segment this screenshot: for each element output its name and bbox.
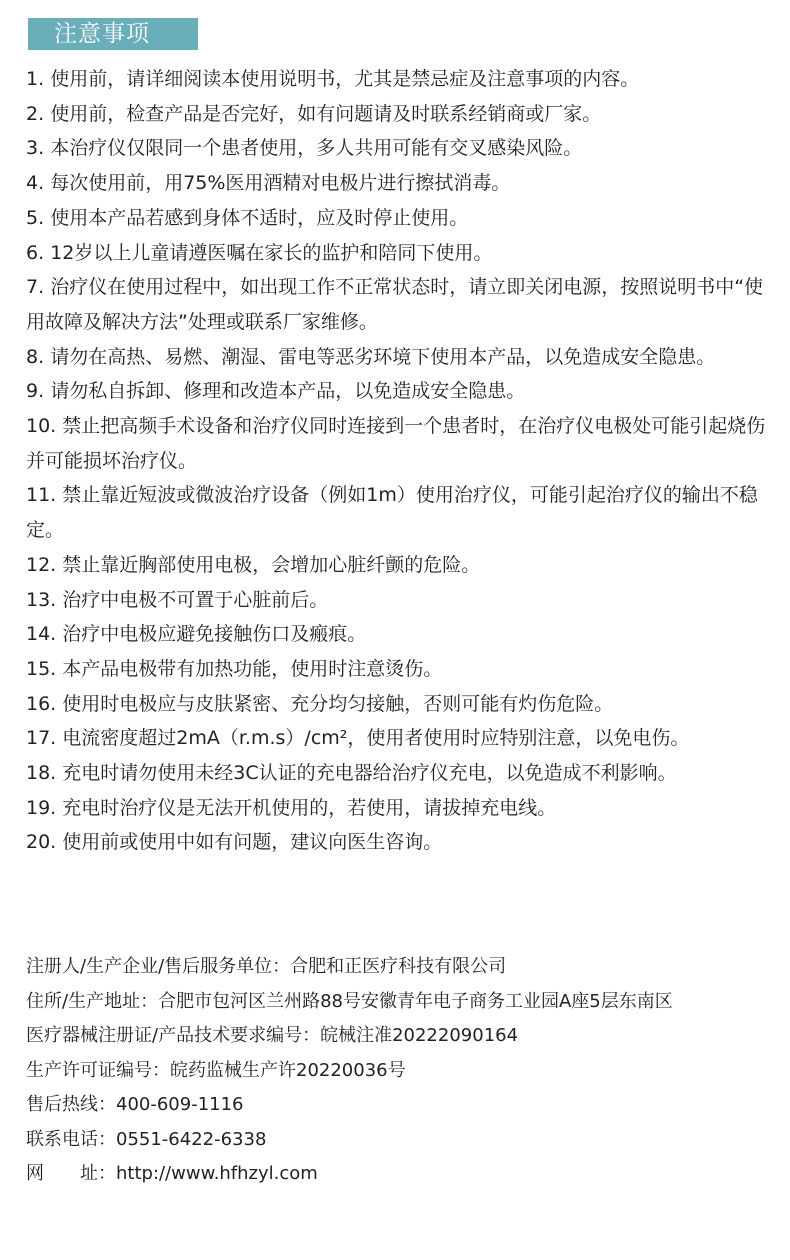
list-item — [26, 340, 778, 375]
registrant-value: 合肥和正医疗科技有限公司 — [290, 956, 507, 977]
item-text: 治疗中电极应避免接触伤口及瘢痕。 — [62, 623, 367, 646]
item-text: 请勿在高热、易燃、潮湿、雷电等恶劣环境下使用本产品，以免造成安全隐患。 — [50, 345, 716, 368]
list-item — [26, 652, 778, 687]
list-item — [26, 756, 778, 791]
item-text: 使用前，检查产品是否完好，如有问题请及时联系经销商或厂家。 — [50, 102, 602, 125]
item-number: 17. — [26, 727, 57, 750]
item-number: 10. — [26, 415, 57, 438]
item-text: 使用时电极应与皮肤紧密、充分均匀接触，否则可能有灼伤危险。 — [62, 692, 614, 715]
item-text: 禁止靠近短波或微波治疗设备（例如1m）使用治疗仪，可能引起治疗仪的输出不稳定。 — [26, 484, 758, 542]
item-number: 15. — [26, 657, 57, 680]
hotline-value: 400-609-1116 — [116, 1094, 244, 1115]
cert-row — [26, 1019, 778, 1054]
list-item — [26, 791, 778, 826]
list-item — [26, 721, 778, 756]
address-value: 合肥市包河区兰州路88号安徽青年电子商务工业园A座5层东南区 — [158, 990, 673, 1012]
website-label: 网 址： — [26, 1163, 116, 1184]
list-item — [26, 270, 778, 339]
item-number: 13. — [26, 588, 57, 611]
item-number: 14. — [26, 623, 57, 646]
item-number: 11. — [26, 484, 57, 507]
item-number: 2. — [26, 102, 45, 125]
item-text: 请勿私自拆卸、修理和改造本产品，以免造成安全隐患。 — [50, 380, 526, 403]
item-text: 使用前，请详细阅读本使用说明书，尤其是禁忌症及注意事项的内容。 — [50, 68, 640, 90]
item-number: 3. — [26, 137, 45, 160]
list-item — [26, 409, 778, 478]
license-row — [26, 1054, 778, 1089]
list-item — [26, 131, 778, 166]
item-text: 治疗中电极不可置于心脏前后。 — [62, 588, 329, 611]
phone-label: 联系电话： — [26, 1128, 116, 1150]
cert-label: 医疗器械注册证/产品技术要求编号： — [26, 1025, 321, 1046]
item-text: 本治疗仪仅限同一个患者使用，多人共用可能有交叉感染风险。 — [50, 137, 583, 160]
item-text: 治疗仪在使用过程中，如出现工作不正常状态时，请立即关闭电源，按照说明书中“使用故障及解决方法”处理或联系厂家维修。 — [26, 276, 764, 333]
item-text: 使用前或使用中如有问题，建议向医生咨询。 — [62, 831, 443, 854]
list-item — [26, 97, 778, 132]
website-row — [26, 1157, 778, 1192]
list-item — [26, 236, 778, 271]
phone-row — [26, 1123, 778, 1158]
license-value: 皖药监械生产许20220036号 — [170, 1059, 406, 1081]
item-text: 本产品电极带有加热功能，使用时注意烫伤。 — [62, 657, 443, 680]
item-text: 充电时治疗仪是无法开机使用的，若使用，请拔掉充电线。 — [62, 796, 557, 819]
notes-list — [26, 62, 778, 860]
list-item — [26, 374, 778, 409]
list-item — [26, 825, 778, 860]
phone-value: 0551-6422-6338 — [116, 1128, 267, 1150]
registrant-label: 注册人/生产企业/售后服务单位： — [26, 956, 291, 977]
item-number: 19. — [26, 796, 57, 819]
item-text: 使用本产品若感到身体不适时，应及时停止使用。 — [50, 206, 469, 229]
address-label: 住所/生产地址： — [26, 990, 159, 1012]
item-number: 16. — [26, 692, 57, 715]
item-text: 每次使用前，用75%医用酒精对电极片进行擦拭消毒。 — [50, 172, 511, 195]
item-text: 禁止把高频手术设备和治疗仪同时连接到一个患者时，在治疗仪电极处可能引起烧伤并可能损坏治疗仪。 — [26, 415, 766, 472]
item-number: 1. — [26, 68, 45, 90]
list-item — [26, 617, 778, 652]
item-number: 7. — [26, 276, 45, 299]
section-title: 注意事项 — [28, 18, 198, 50]
registrant-row — [26, 950, 778, 985]
item-number: 5. — [26, 206, 45, 229]
company-info — [26, 950, 778, 1192]
list-item — [26, 166, 778, 201]
item-number: 18. — [26, 762, 57, 785]
address-row — [26, 985, 778, 1020]
item-number: 6. — [26, 241, 45, 264]
item-text: 12岁以上儿童请遵医嘱在家长的监护和陪同下使用。 — [50, 241, 493, 264]
list-item — [26, 201, 778, 236]
item-number: 9. — [26, 380, 45, 403]
license-label: 生产许可证编号： — [26, 1059, 170, 1081]
list-item — [26, 583, 778, 618]
list-item — [26, 62, 778, 97]
hotline-row — [26, 1088, 778, 1123]
item-number: 4. — [26, 172, 45, 195]
item-number: 8. — [26, 345, 45, 368]
hotline-label: 售后热线： — [26, 1094, 116, 1115]
item-number: 12. — [26, 553, 57, 576]
list-item — [26, 548, 778, 583]
website-link[interactable]: http://www.hfhzyl.com — [116, 1163, 318, 1184]
item-text: 电流密度超过2mA（r.m.s）/cm²，使用者使用时应特别注意，以免电伤。 — [62, 727, 690, 750]
list-item — [26, 478, 778, 547]
list-item — [26, 687, 778, 722]
item-text: 禁止靠近胸部使用电极，会增加心脏纤颤的危险。 — [62, 553, 481, 576]
cert-value: 皖械注准20222090164 — [320, 1025, 519, 1046]
item-text: 充电时请勿使用未经3C认证的充电器给治疗仪充电，以免造成不利影响。 — [62, 762, 677, 785]
item-number: 20. — [26, 831, 57, 854]
